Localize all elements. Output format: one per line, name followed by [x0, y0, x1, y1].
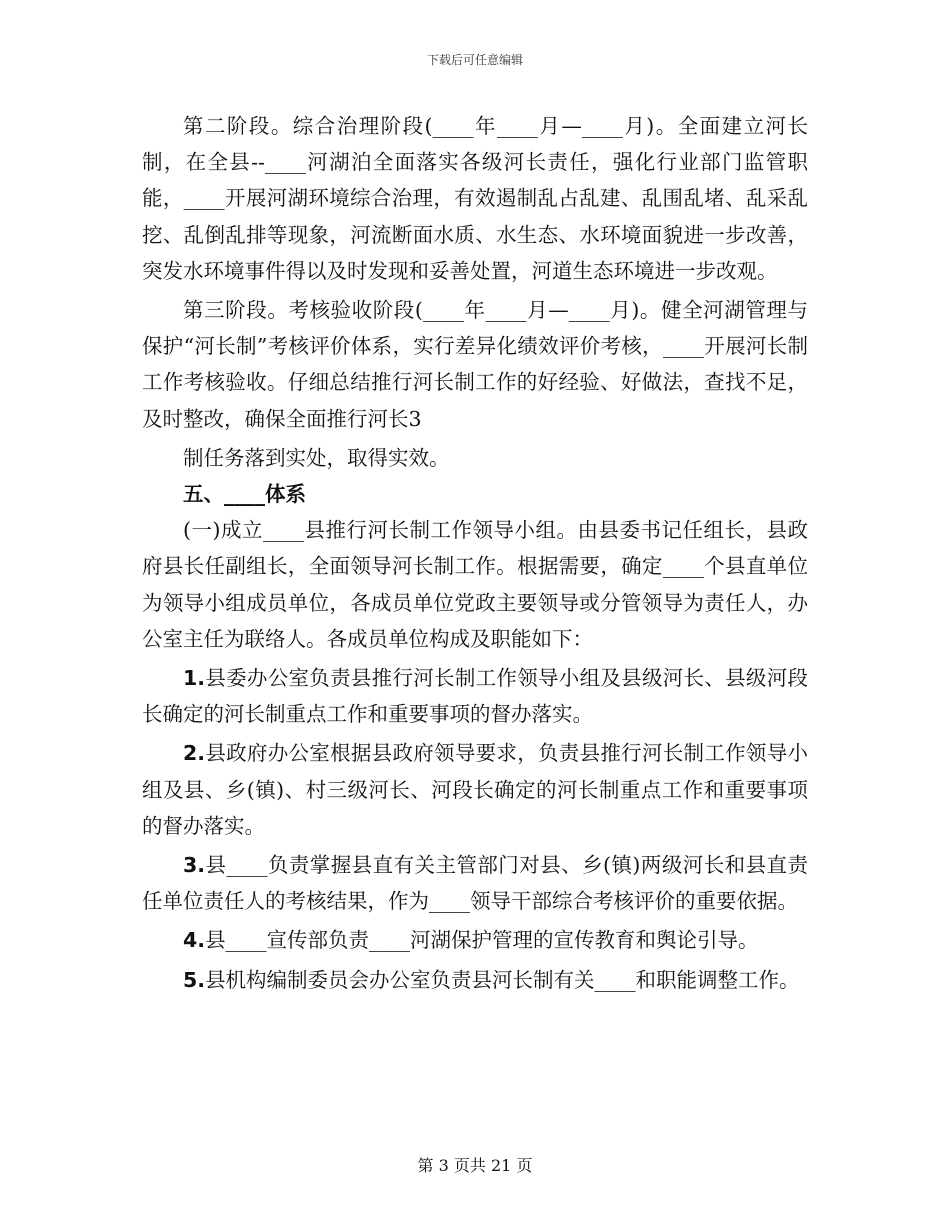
duty-item-5 — [142, 962, 808, 998]
duty-number: 1. — [183, 666, 206, 691]
duty-number: 2. — [183, 741, 206, 766]
duty-text: 县____负责掌握县直有关主管部门对县、乡(镇)两级河长和县直责任单位责任人的考核结果，作为____领导干部综合考核评价的重要依据。 — [142, 853, 808, 914]
duty-text: 县____宣传部负责____河湖保护管理的宣传教育和舆论引导。 — [205, 928, 759, 953]
duty-number: 5. — [183, 967, 206, 992]
paragraph-item-one: (一)成立____县推行河长制工作领导小组。由县委书记任组长，县政府县长任副组长，全面领导河长制工作。根据需要，确定____个县直单位为领导小组成员单位，各成员单位党政主要领导或分管领导为责任人，办公室主任为联络人。各成员单位构成及职能如下： — [142, 518, 808, 651]
page-header: 下载后可任意编辑 — [426, 53, 523, 67]
duty-item-2 — [142, 735, 808, 844]
paragraph-stage-three-continued: 制任务落到实处，取得实效。 — [183, 445, 450, 470]
duty-number: 4. — [183, 928, 206, 953]
document-body — [142, 108, 808, 998]
paragraph-stage-three: 第三阶段。考核验收阶段(____年____月—____月)。健全河湖管理与保护“河长制”考核评价体系，实行差异化绩效评价考核，____开展河长制工作考核验收。仔细总结推行河长制工作的好经验、好做法，查找不足，及时整改，确保全面推行河长3 — [142, 298, 808, 431]
duty-text: 县政府办公室根据县政府领导要求，负责县推行河长制工作领导小组及县、乡(镇)、村三级河长、河段长确定的河长制重点工作和重要事项的督办落实。 — [142, 741, 808, 838]
duty-item-1 — [142, 660, 808, 732]
paragraph-stage-two: 第二阶段。综合治理阶段(____年____月—____月)。全面建立河长制，在全县--____河湖泊全面落实各级河长责任，强化行业部门监管职能，____开展河湖环境综合治理，有效遏制乱占乱建、乱围乱堵、乱采乱挖、乱倒乱排等现象，河流断面水质、水生态、水环境面貌进一步改善，突发水环境事件得以及时发现和妥善处置，河道生态环境进一步改观。 — [142, 114, 808, 283]
duty-item-3 — [142, 847, 808, 919]
duty-item-4 — [142, 922, 808, 958]
duty-text: 县委办公室负责县推行河长制工作领导小组及县级河长、县级河段长确定的河长制重点工作和重要事项的督办落实。 — [142, 666, 808, 727]
duty-number: 3. — [183, 853, 206, 878]
duty-text: 县机构编制委员会办公室负责县河长制有关____和职能调整工作。 — [205, 967, 800, 992]
section-heading-five: 五、____体系 — [183, 482, 306, 507]
page-footer: 第 3 页共 21 页 — [417, 1156, 533, 1175]
